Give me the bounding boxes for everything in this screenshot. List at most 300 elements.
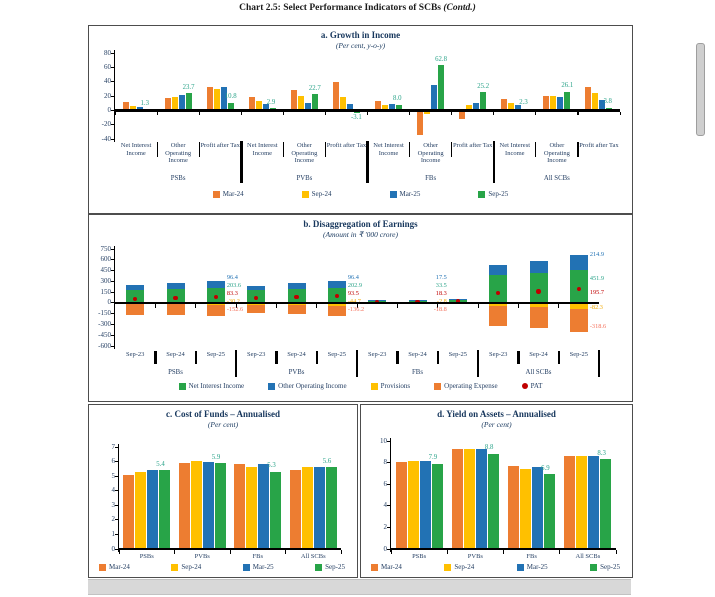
segment-value-label: 93.5 — [347, 289, 359, 297]
bar-sep-24 — [246, 467, 257, 549]
x-axis-tick — [195, 304, 196, 308]
category-separator — [275, 351, 277, 364]
segment-operating-expense — [570, 309, 588, 332]
y-axis-tick — [111, 346, 115, 347]
segment-value-label: 202.9 — [347, 281, 362, 289]
y-axis-tick-label: 7 — [111, 442, 115, 451]
segment-value-label: 83.3 — [226, 289, 238, 297]
value-label: 5.4 — [156, 460, 165, 468]
group-separator — [493, 141, 496, 183]
chart-title-contd: (Contd.) — [443, 3, 476, 13]
y-axis-tick-label: -300 — [98, 319, 111, 328]
y-axis-tick — [111, 249, 115, 250]
y-axis-line — [390, 438, 391, 552]
bar-mar-24 — [459, 110, 465, 119]
x-axis-tick — [577, 112, 578, 116]
legend-square-swatch — [302, 191, 309, 198]
segment-value-label: 96.4 — [347, 273, 359, 281]
segment-other-operating-income — [247, 286, 265, 290]
legend-label: Other Operating Income — [278, 382, 347, 390]
segment-value-label: -152.6 — [226, 306, 244, 314]
segment-other-operating-income — [288, 283, 306, 289]
segment-value-label: 33.5 — [435, 281, 447, 289]
x-category-label: Other Operating Income — [165, 142, 192, 165]
segment-operating-expense — [207, 305, 225, 316]
x-axis-tick — [155, 304, 156, 308]
bar-sep-25 — [270, 472, 281, 549]
x-axis-tick — [397, 304, 398, 308]
segment-operating-expense — [288, 305, 306, 314]
legend-label: Sep-24 — [454, 563, 475, 571]
x-category-label: Profit after Tax — [200, 142, 240, 149]
x-category-label: Sep-25 — [327, 351, 347, 358]
value-label: -3.1 — [350, 113, 362, 121]
legend — [99, 563, 345, 571]
category-separator — [283, 142, 284, 157]
y-axis-tick-label: 80 — [104, 48, 111, 57]
legend-label: Mar-25 — [526, 563, 548, 571]
y-axis-tick-label: 0 — [383, 544, 387, 553]
panel-b-subtitle: (Amount in ₹ '000 crore) — [323, 230, 398, 239]
bar-sep-24 — [592, 93, 598, 110]
value-label: 6.9 — [541, 464, 550, 472]
x-category-label: Other Operating Income — [543, 142, 570, 165]
legend-square-swatch — [179, 383, 186, 390]
y-axis-tick — [387, 441, 391, 442]
bar-sep-24 — [302, 467, 313, 549]
x-category-label: Net Interest Income — [120, 142, 152, 157]
x-axis-tick — [620, 112, 621, 116]
x-category-label: Sep-24 — [166, 351, 185, 358]
bar-mar-25 — [431, 85, 437, 110]
y-axis-tick — [111, 124, 115, 125]
panel-yield-on-assets — [360, 404, 633, 578]
x-axis-baseline — [391, 548, 616, 550]
y-axis-tick-label: 450 — [100, 266, 111, 275]
y-axis-tick-label: 60 — [104, 62, 111, 71]
x-category-label: Profit after Tax — [452, 142, 493, 149]
y-axis-tick-label: 600 — [100, 255, 111, 264]
x-group-label: FBs — [425, 175, 437, 182]
bar-mar-24 — [179, 463, 190, 549]
segment-value-label: 17.5 — [435, 273, 447, 281]
bar-sep-24 — [135, 472, 146, 549]
legend-label: Mar-24 — [109, 563, 130, 571]
legend-square-swatch — [371, 383, 378, 390]
x-axis-tick — [535, 112, 536, 116]
x-group-label: All SCBs — [543, 175, 570, 182]
legend-square-swatch — [268, 383, 275, 390]
bar-mar-25 — [314, 467, 325, 549]
y-axis-tick-label: 4 — [111, 486, 115, 495]
bar-sep-25 — [432, 464, 443, 549]
bar-sep-24 — [298, 96, 304, 111]
x-axis-tick — [518, 304, 519, 308]
bar-sep-24 — [576, 456, 587, 549]
x-category-label: Sep-23 — [488, 351, 508, 358]
x-axis-tick — [325, 112, 326, 116]
group-separator — [477, 350, 479, 377]
segment-value-label: 203.6 — [226, 281, 241, 289]
legend-item — [302, 190, 332, 198]
legend-square-swatch — [517, 564, 524, 571]
legend-label: Mar-24 — [222, 190, 244, 198]
bar-sep-25 — [480, 92, 486, 110]
x-category-label: Net Interest Income — [247, 142, 278, 157]
x-group-label: PSBs — [170, 175, 186, 182]
y-axis-tick-label: 3 — [111, 500, 115, 509]
bar-mar-25 — [203, 462, 214, 549]
bar-mar-24 — [207, 87, 213, 110]
legend-item — [213, 190, 244, 198]
x-category-label: All SCBs — [300, 553, 326, 560]
value-label: 26.1 — [561, 82, 574, 90]
x-category-label: Sep-25 — [206, 351, 226, 358]
legend-item — [371, 382, 411, 390]
y-axis-tick-label: 0 — [107, 298, 111, 307]
value-label: 23.7 — [182, 83, 195, 91]
legend-label: Operating Expense — [444, 382, 498, 390]
y-axis-tick — [111, 53, 115, 54]
bar-mar-24 — [564, 456, 575, 549]
y-axis-tick — [111, 81, 115, 82]
y-axis-tick — [111, 281, 115, 282]
y-axis-tick-label: -150 — [98, 309, 111, 318]
y-axis-tick — [111, 335, 115, 336]
x-axis-tick — [283, 112, 284, 116]
y-axis-tick — [111, 96, 115, 97]
x-group-label: PVBs — [296, 175, 313, 182]
panel-d-title: d. Yield on Assets – Annualised — [437, 409, 556, 419]
x-category-label: Profit after Tax — [579, 142, 619, 149]
x-axis-tick — [241, 112, 242, 116]
segment-value-label: 195.7 — [589, 288, 604, 296]
value-label: 5.9 — [211, 453, 221, 461]
y-axis-tick — [115, 476, 119, 477]
x-axis-tick — [451, 112, 452, 116]
panel-a-title: a. Growth in Income — [320, 30, 401, 40]
legend-item — [444, 563, 474, 571]
legend-item — [478, 190, 508, 198]
segment-value-label: 18.3 — [435, 289, 447, 297]
y-axis-tick-label: 0 — [107, 105, 111, 114]
bar-sep-25 — [564, 92, 570, 111]
x-axis-tick — [478, 304, 479, 308]
y-axis-tick — [111, 292, 115, 293]
category-separator — [154, 351, 156, 364]
x-category-label: PVBs — [467, 553, 483, 560]
x-category-label: Sep-23 — [246, 351, 266, 358]
legend-label: PAT — [530, 382, 543, 390]
y-axis-tick-label: 10 — [380, 436, 387, 445]
x-axis-tick — [409, 112, 410, 116]
category-separator — [316, 351, 318, 364]
y-axis-tick-label: 4 — [383, 501, 387, 510]
bar-sep-25 — [600, 459, 611, 549]
y-axis-tick — [387, 527, 391, 528]
y-axis-tick — [111, 270, 115, 271]
bar-mar-24 — [396, 462, 407, 549]
y-axis-tick — [111, 313, 115, 314]
legend-item — [268, 382, 346, 390]
x-axis-baseline — [115, 302, 599, 304]
x-category-label: FBs — [252, 553, 263, 560]
y-axis-tick — [111, 324, 115, 325]
category-separator — [325, 142, 326, 157]
value-label: 25.2 — [477, 82, 490, 90]
legend-label: Sep-24 — [181, 563, 202, 571]
legend-square-swatch — [478, 191, 485, 198]
category-separator — [577, 142, 578, 157]
legend-square-swatch — [315, 564, 322, 571]
x-group-label: FBs — [412, 369, 423, 376]
value-label: 7.9 — [428, 454, 438, 462]
x-axis-tick — [558, 304, 559, 308]
x-axis-tick — [157, 112, 158, 116]
category-separator — [558, 351, 560, 364]
category-separator — [396, 351, 398, 364]
segment-net-interest-income — [530, 273, 548, 303]
x-group-label: All SCBs — [525, 369, 552, 376]
y-axis-tick-label: 150 — [100, 287, 111, 296]
value-label: 5.3 — [267, 462, 276, 470]
legend-label: Net Interest Income — [188, 382, 245, 390]
x-category-label: Net Interest Income — [373, 142, 404, 157]
segment-value-label: 451.9 — [589, 274, 604, 282]
segment-value-label: -318.6 — [589, 322, 607, 330]
page-section-divider — [88, 579, 631, 595]
y-axis-tick — [387, 505, 391, 506]
bar-mar-24 — [291, 90, 297, 111]
segment-other-operating-income — [167, 283, 185, 288]
bar-mar-25 — [588, 456, 599, 549]
category-separator — [517, 351, 519, 364]
legend — [109, 382, 612, 390]
bar-sep-25 — [312, 94, 318, 110]
bar-mar-25 — [532, 467, 543, 549]
legend-item — [371, 563, 402, 571]
group-separator — [598, 350, 600, 377]
x-category-label: FBs — [526, 553, 537, 560]
x-category-label: Sep-24 — [529, 351, 548, 358]
y-axis-tick — [115, 447, 119, 448]
segment-value-label: -136.2 — [347, 306, 365, 314]
bar-sep-24 — [214, 89, 220, 111]
category-separator — [199, 142, 200, 157]
bar-sep-24 — [191, 461, 202, 549]
x-category-label: PSBs — [412, 553, 427, 560]
segment-other-operating-income — [126, 285, 144, 289]
pat-marker — [294, 295, 298, 299]
y-axis-line — [114, 246, 115, 349]
bar-sep-24 — [464, 449, 475, 549]
group-separator — [235, 350, 237, 377]
group-separator — [366, 141, 369, 183]
legend-item — [315, 563, 345, 571]
y-axis-tick-label: 40 — [104, 77, 111, 86]
legend-square-swatch — [590, 564, 597, 571]
panel-cost-of-funds — [88, 404, 358, 578]
value-label: 1.3 — [140, 99, 150, 107]
legend-label: Sep-25 — [488, 190, 509, 198]
x-category-label: Other Operating Income — [417, 142, 444, 165]
y-axis-tick — [115, 461, 119, 462]
x-category-label: Sep-24 — [287, 351, 306, 358]
segment-operating-expense — [489, 306, 507, 326]
category-separator — [451, 142, 452, 157]
y-axis-tick — [111, 67, 115, 68]
segment-other-operating-income — [328, 281, 346, 288]
segment-operating-expense — [328, 306, 346, 316]
bar-sep-25 — [488, 454, 499, 549]
y-axis-tick — [111, 139, 115, 140]
segment-value-label: -18.8 — [433, 306, 447, 314]
legend-square-swatch — [171, 564, 178, 571]
legend-item — [517, 563, 548, 571]
x-category-label: Sep-23 — [367, 351, 387, 358]
bar-sep-25 — [326, 467, 337, 549]
bar-mar-24 — [585, 87, 591, 111]
bar-mar-24 — [234, 464, 245, 549]
y-axis-tick-label: 2 — [111, 515, 115, 524]
segment-value-label: 96.4 — [226, 273, 238, 281]
bar-sep-25 — [544, 474, 555, 549]
bar-sep-25 — [438, 65, 444, 110]
bar-sep-25 — [159, 470, 170, 549]
x-axis-tick — [276, 304, 277, 308]
y-axis-tick — [115, 534, 119, 535]
bar-sep-25 — [215, 463, 226, 549]
y-axis-tick-label: 20 — [104, 91, 111, 100]
bar-mar-25 — [147, 470, 158, 549]
legend-label: Sep-25 — [325, 563, 345, 571]
scrollbar-thumb[interactable] — [696, 43, 705, 136]
legend-label: Mar-24 — [381, 563, 402, 571]
legend-item — [434, 382, 497, 390]
legend — [129, 190, 592, 198]
legend-dot-swatch — [522, 383, 528, 389]
segment-operating-expense — [247, 305, 265, 313]
value-label: 2.3 — [519, 99, 528, 107]
legend-item — [522, 382, 543, 390]
value-label: 8.8 — [484, 444, 494, 452]
chart-title-text: Chart 2.5: Select Performance Indicators of SCBs — [239, 3, 441, 13]
y-axis-tick-label: -20 — [101, 120, 111, 129]
segment-other-operating-income — [207, 281, 225, 288]
x-axis-baseline — [115, 109, 620, 111]
bar-mar-24 — [333, 82, 339, 111]
bar-sep-25 — [186, 93, 192, 110]
group-separator — [356, 350, 358, 377]
legend-item — [243, 563, 274, 571]
y-axis-tick-label: 750 — [100, 244, 111, 253]
bar-mar-24 — [123, 475, 134, 549]
y-axis-tick-label: 6 — [111, 457, 115, 466]
bar-sep-24 — [550, 96, 556, 110]
x-axis-baseline — [119, 548, 341, 550]
x-axis-tick — [115, 112, 116, 116]
y-axis-tick-label: 2 — [383, 522, 387, 531]
y-axis-tick — [111, 302, 115, 303]
legend-item — [179, 382, 245, 390]
legend-item — [171, 563, 201, 571]
y-axis-tick-label: -600 — [98, 341, 111, 350]
legend-square-swatch — [243, 564, 250, 571]
segment-value-label: 214.9 — [589, 250, 604, 258]
group-separator — [240, 141, 243, 183]
y-axis-tick — [387, 484, 391, 485]
panel-b-title: b. Disaggregation of Earnings — [303, 219, 418, 229]
y-axis-tick-label: 1 — [111, 529, 115, 538]
bar-mar-25 — [179, 95, 185, 110]
value-label: 10.8 — [224, 93, 237, 101]
x-category-label: Sep-25 — [569, 351, 589, 358]
bar-mar-24 — [417, 110, 423, 135]
y-axis-tick-label: 8 — [383, 458, 387, 467]
bar-mar-25 — [258, 464, 269, 549]
x-axis-tick — [493, 112, 494, 116]
x-category-label: Sep-24 — [408, 351, 427, 358]
category-separator — [535, 142, 536, 157]
x-category-label: Net Interest Income — [499, 142, 531, 157]
pat-marker — [577, 287, 581, 291]
y-axis-tick — [115, 490, 119, 491]
panel-a-subtitle: (Per cent, y-o-y) — [335, 41, 386, 50]
category-separator — [409, 142, 410, 157]
value-label: 3.8 — [603, 98, 612, 106]
pat-marker — [214, 295, 218, 299]
y-axis-tick — [115, 505, 119, 506]
segment-operating-expense — [167, 304, 185, 315]
value-label: 22.7 — [308, 84, 321, 92]
x-axis-tick — [367, 112, 368, 116]
panel-c-subtitle: (Per cent) — [207, 420, 239, 429]
x-group-label: PSBs — [168, 369, 183, 376]
category-separator — [437, 351, 439, 364]
legend-square-swatch — [371, 564, 378, 571]
x-category-label: Other Operating Income — [291, 142, 318, 165]
x-axis-tick — [316, 304, 317, 308]
y-axis-tick — [111, 259, 115, 260]
y-axis-tick — [387, 462, 391, 463]
segment-operating-expense — [126, 304, 144, 315]
legend-square-swatch — [444, 564, 451, 571]
category-separator — [195, 351, 197, 364]
y-axis-tick-label: -450 — [98, 330, 111, 339]
y-axis-tick-label: 300 — [100, 276, 111, 285]
bar-mar-24 — [290, 470, 301, 549]
legend-square-swatch — [390, 191, 397, 198]
legend-label: Sep-24 — [311, 190, 332, 198]
legend-item — [390, 190, 421, 198]
legend-label: Mar-25 — [399, 190, 421, 198]
legend-square-swatch — [434, 383, 441, 390]
segment-net-interest-income — [489, 275, 507, 303]
x-category-label: Sep-23 — [125, 351, 145, 358]
panel-growth-in-income — [88, 25, 633, 214]
legend-item — [99, 563, 130, 571]
y-axis-tick-label: 5 — [111, 471, 115, 480]
chart-title — [0, 3, 715, 13]
value-label: 62.8 — [435, 55, 448, 63]
bar-mar-25 — [476, 449, 487, 549]
x-axis-tick — [199, 112, 200, 116]
legend — [371, 563, 620, 571]
bar-sep-24 — [408, 461, 419, 549]
segment-other-operating-income — [489, 265, 507, 275]
legend-label: Provisions — [380, 382, 411, 390]
segment-operating-expense — [530, 307, 548, 328]
